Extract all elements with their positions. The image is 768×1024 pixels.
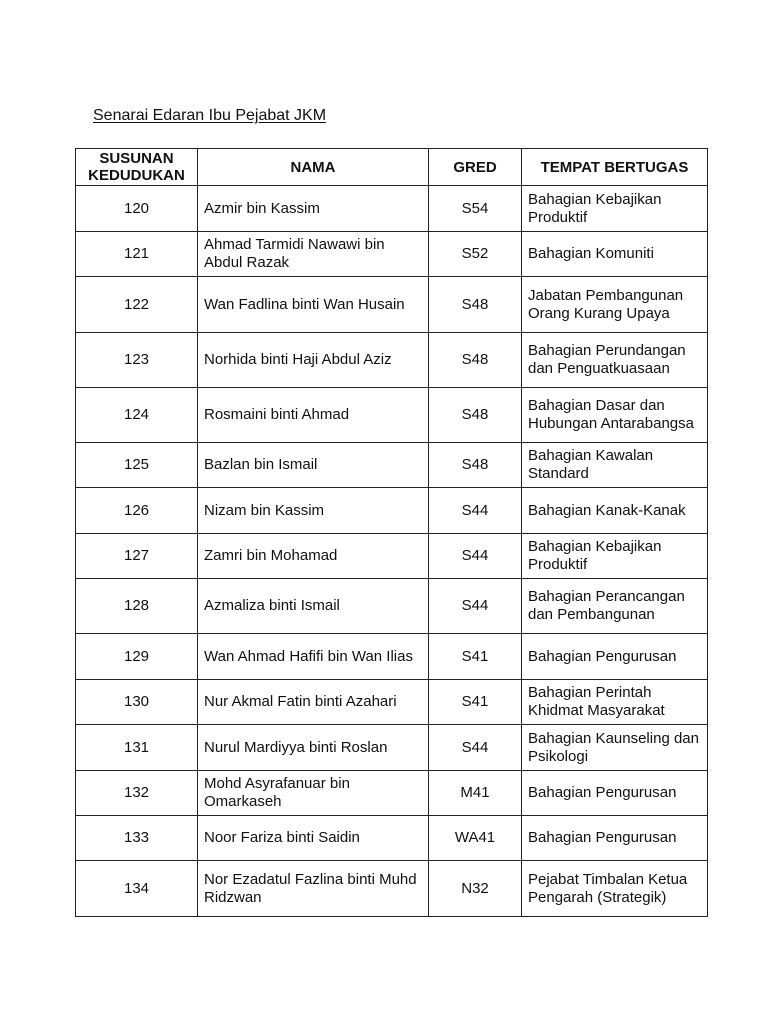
grade-cell: S52 xyxy=(429,232,522,277)
department-cell: Bahagian Dasar dan Hubungan Antarabangsa xyxy=(522,388,708,443)
name-cell: Nor Ezadatul Fazlina binti Muhd Ridzwan xyxy=(198,861,429,917)
grade-cell: S54 xyxy=(429,186,522,232)
name-cell: Wan Ahmad Hafifi bin Wan Ilias xyxy=(198,634,429,680)
grade-cell: S48 xyxy=(429,388,522,443)
department-cell: Bahagian Kawalan Standard xyxy=(522,443,708,488)
row-number-cell: 128 xyxy=(76,579,198,634)
name-cell: Ahmad Tarmidi Nawawi bin Abdul Razak xyxy=(198,232,429,277)
table-header-row xyxy=(76,149,708,186)
header-tempat-bertugas: TEMPAT BERTUGAS xyxy=(522,149,708,186)
row-number-cell: 121 xyxy=(76,232,198,277)
department-cell: Bahagian Pengurusan xyxy=(522,634,708,680)
row-number-cell: 130 xyxy=(76,680,198,725)
name-cell: Nur Akmal Fatin binti Azahari xyxy=(198,680,429,725)
header-gred: GRED xyxy=(429,149,522,186)
grade-cell: M41 xyxy=(429,771,522,816)
name-cell: Norhida binti Haji Abdul Aziz xyxy=(198,333,429,388)
row-number-cell: 134 xyxy=(76,861,198,917)
row-number-cell: 126 xyxy=(76,488,198,534)
department-cell: Bahagian Kebajikan Produktif xyxy=(522,186,708,232)
name-cell: Nurul Mardiyya binti Roslan xyxy=(198,725,429,771)
department-cell: Bahagian Perancangan dan Pembangunan xyxy=(522,579,708,634)
department-cell: Jabatan Pembangunan Orang Kurang Upaya xyxy=(522,277,708,333)
department-cell: Bahagian Perintah Khidmat Masyarakat xyxy=(522,680,708,725)
row-number-cell: 131 xyxy=(76,725,198,771)
name-cell: Rosmaini binti Ahmad xyxy=(198,388,429,443)
name-cell: Nizam bin Kassim xyxy=(198,488,429,534)
department-cell: Bahagian Kaunseling dan Psikologi xyxy=(522,725,708,771)
name-cell: Azmir bin Kassim xyxy=(198,186,429,232)
table-row xyxy=(76,861,708,917)
table-row xyxy=(76,771,708,816)
table-row xyxy=(76,186,708,232)
department-cell: Pejabat Timbalan Ketua Pengarah (Strategik) xyxy=(522,861,708,917)
grade-cell: S48 xyxy=(429,277,522,333)
name-cell: Wan Fadlina binti Wan Husain xyxy=(198,277,429,333)
row-number-cell: 127 xyxy=(76,534,198,579)
grade-cell: S44 xyxy=(429,534,522,579)
table-row xyxy=(76,333,708,388)
grade-cell: S48 xyxy=(429,333,522,388)
document-title: Senarai Edaran Ibu Pejabat JKM xyxy=(93,107,327,124)
row-number-cell: 132 xyxy=(76,771,198,816)
table-row xyxy=(76,232,708,277)
header-susunan-kedudukan: SUSUNAN KEDUDUKAN xyxy=(76,149,198,186)
header-nama: NAMA xyxy=(198,149,429,186)
grade-cell: WA41 xyxy=(429,816,522,861)
table-row xyxy=(76,579,708,634)
row-number-cell: 124 xyxy=(76,388,198,443)
name-cell: Mohd Asyrafanuar bin Omarkaseh xyxy=(198,771,429,816)
name-cell: Noor Fariza binti Saidin xyxy=(198,816,429,861)
table-row xyxy=(76,816,708,861)
name-cell: Bazlan bin Ismail xyxy=(198,443,429,488)
grade-cell: S41 xyxy=(429,680,522,725)
department-cell: Bahagian Kebajikan Produktif xyxy=(522,534,708,579)
name-cell: Zamri bin Mohamad xyxy=(198,534,429,579)
grade-cell: N32 xyxy=(429,861,522,917)
grade-cell: S48 xyxy=(429,443,522,488)
department-cell: Bahagian Perundangan dan Penguatkuasaan xyxy=(522,333,708,388)
table-row xyxy=(76,488,708,534)
grade-cell: S44 xyxy=(429,488,522,534)
table-row xyxy=(76,725,708,771)
row-number-cell: 129 xyxy=(76,634,198,680)
row-number-cell: 120 xyxy=(76,186,198,232)
department-cell: Bahagian Kanak-Kanak xyxy=(522,488,708,534)
grade-cell: S44 xyxy=(429,725,522,771)
table-row xyxy=(76,680,708,725)
table-row xyxy=(76,534,708,579)
distribution-table xyxy=(75,148,708,917)
name-cell: Azmaliza binti Ismail xyxy=(198,579,429,634)
department-cell: Bahagian Pengurusan xyxy=(522,816,708,861)
department-cell: Bahagian Pengurusan xyxy=(522,771,708,816)
table-row xyxy=(76,388,708,443)
table-row xyxy=(76,443,708,488)
grade-cell: S41 xyxy=(429,634,522,680)
row-number-cell: 122 xyxy=(76,277,198,333)
grade-cell: S44 xyxy=(429,579,522,634)
row-number-cell: 123 xyxy=(76,333,198,388)
table-row xyxy=(76,634,708,680)
row-number-cell: 125 xyxy=(76,443,198,488)
department-cell: Bahagian Komuniti xyxy=(522,232,708,277)
row-number-cell: 133 xyxy=(76,816,198,861)
table-row xyxy=(76,277,708,333)
